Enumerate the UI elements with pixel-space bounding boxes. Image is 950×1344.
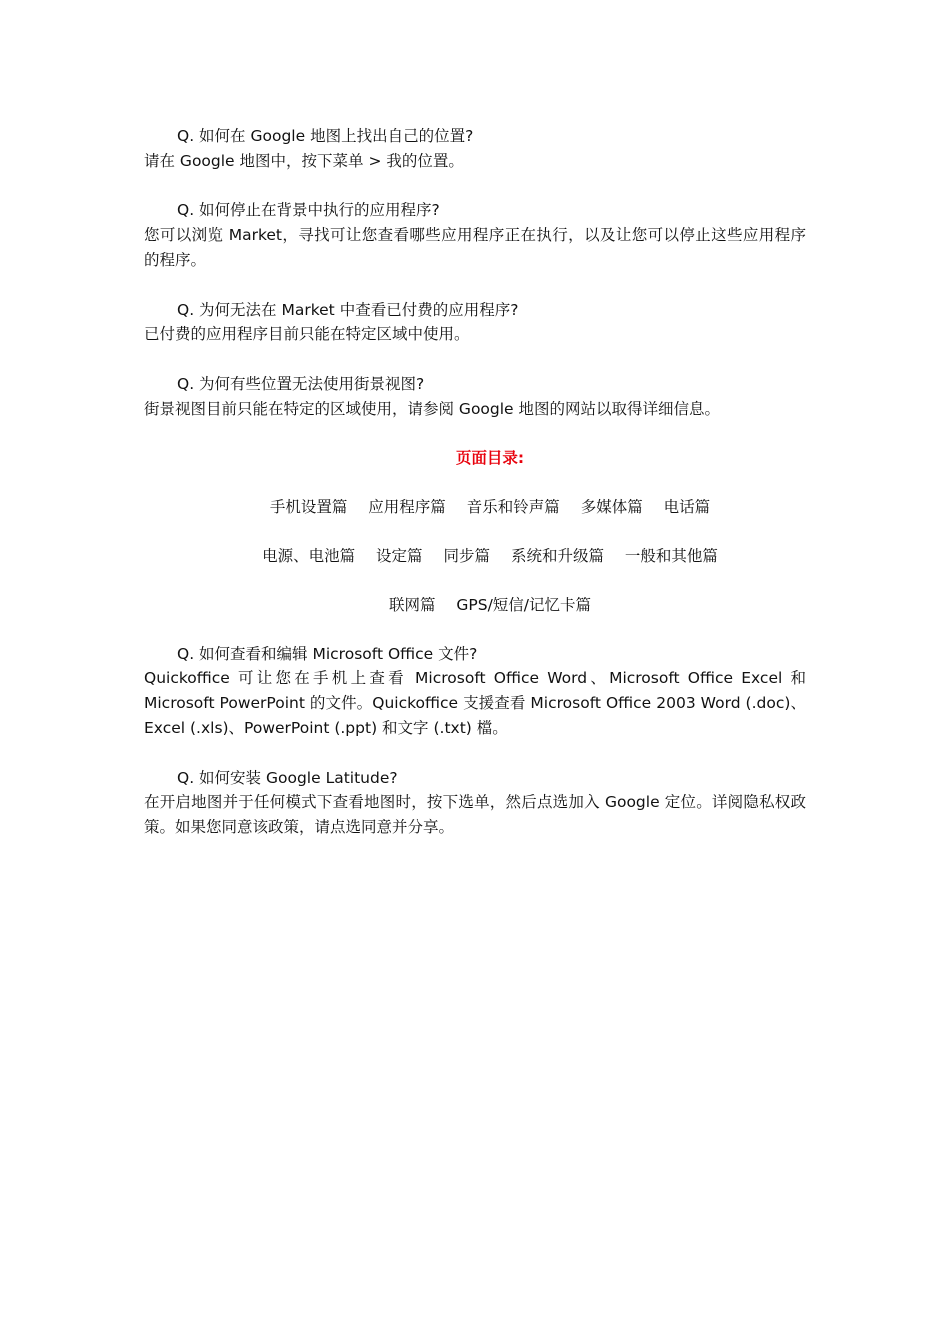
- faq-question: Q. 如何安装 Google Latitude?: [177, 768, 398, 787]
- faq-answer: 已付费的应用程序目前只能在特定区域中使用。: [144, 325, 470, 344]
- toc-link-networking[interactable]: 联网篇: [388, 595, 436, 614]
- document-page: [144, 124, 806, 865]
- faq-item: [144, 766, 806, 840]
- faq-item: [144, 642, 806, 741]
- toc-link-phone-calls[interactable]: 电话篇: [663, 498, 711, 517]
- toc-link-general-other[interactable]: 一般和其他篇: [624, 546, 718, 565]
- toc-link-applications[interactable]: 应用程序篇: [368, 498, 446, 517]
- faq-question: Q. 如何在 Google 地图上找出自己的位置?: [177, 127, 474, 145]
- toc-row: [174, 593, 806, 618]
- faq-question: Q. 为何无法在 Market 中查看已付费的应用程序?: [177, 300, 519, 319]
- faq-question: Q. 为何有些位置无法使用街景视图?: [177, 374, 425, 393]
- faq-answer: 在开启地图并于任何模式下查看地图时，按下选单，然后点选加入 Google 定位。详阅隐私权政策。如果您同意该政策，请点选同意并分享。: [144, 793, 806, 837]
- faq-item: [144, 198, 806, 272]
- toc-link-music-ringtones[interactable]: 音乐和铃声篇: [466, 498, 560, 517]
- page-toc: [144, 446, 806, 617]
- faq-question: Q. 如何停止在背景中执行的应用程序?: [177, 201, 440, 220]
- faq-item: [144, 298, 806, 348]
- faq-item: [144, 124, 806, 174]
- faq-answer: 街景视图目前只能在特定的区域使用，请参阅 Google 地图的网站以取得详细信息。: [144, 399, 721, 418]
- toc-link-power-battery[interactable]: 电源、电池篇: [262, 546, 356, 565]
- toc-link-settings[interactable]: 设定篇: [376, 546, 423, 565]
- toc-link-phone-settings[interactable]: 手机设置篇: [269, 498, 348, 517]
- toc-title: 页面目录:: [455, 449, 525, 468]
- faq-answer: 您可以浏览 Market，寻找可让您查看哪些应用程序正在执行，以及让您可以停止这些应用程序的程序。: [144, 226, 806, 269]
- faq-answer: 请在 Google 地图中，按下菜单 > 我的位置。: [144, 151, 464, 170]
- faq-answer: Quickoffice 可让您在手机上查看 Microsoft Office Word、Microsoft Office Excel 和 Microsoft PowerPoint 的文件。Quickoffice 支援查看 Microsoft Office 2003 Word (.doc)、Excel (.xls)、PowerPoint (.ppt) 和文字 (.txt) 檔。: [144, 669, 806, 737]
- toc-link-gps-sms-memory-card[interactable]: GPS/短信/记忆卡篇: [456, 595, 592, 614]
- faq-question: Q. 如何查看和编辑 Microsoft Office 文件?: [177, 644, 478, 663]
- toc-row: [174, 495, 806, 520]
- faq-item: [144, 372, 806, 422]
- toc-link-sync[interactable]: 同步篇: [443, 546, 490, 565]
- toc-link-system-upgrade[interactable]: 系统和升级篇: [510, 546, 604, 565]
- toc-link-multimedia[interactable]: 多媒体篇: [580, 498, 643, 517]
- toc-row: [174, 544, 806, 569]
